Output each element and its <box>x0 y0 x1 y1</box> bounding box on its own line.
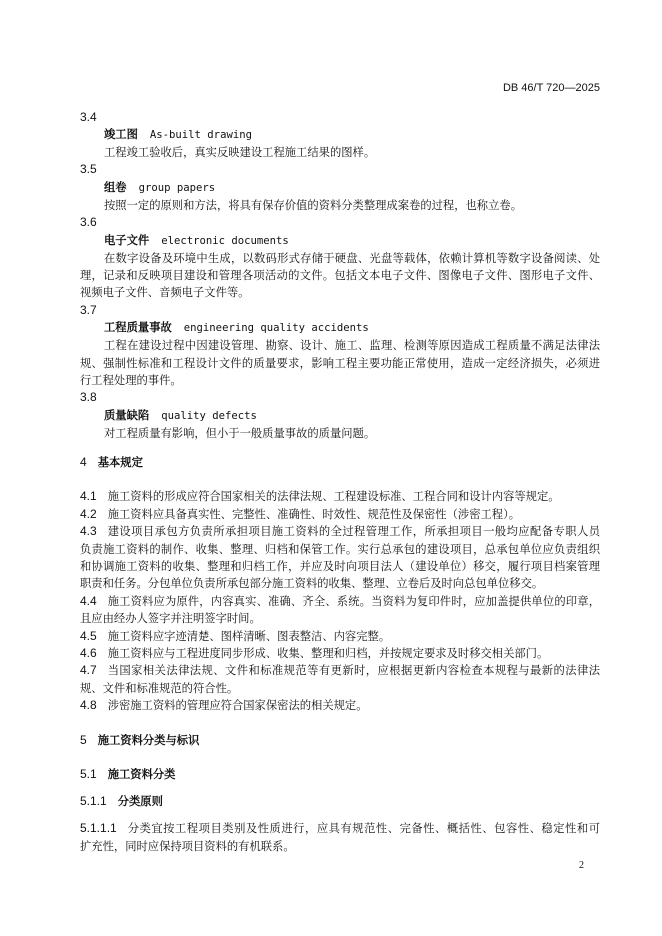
definition-line: 规、强制性标准和工程设计文件的质量要求，影响工程主要功能正常使用，造成一定经济损失，必须进 <box>80 356 600 370</box>
term-number: 3.7 <box>80 302 97 317</box>
clause-number: 4.7 <box>80 663 97 678</box>
section-number: 5 <box>80 733 87 748</box>
clause-first-line <box>80 506 600 523</box>
subsection-number: 5.1 <box>80 767 97 782</box>
clause-text: 施工资料应与工程进度同步形成、收集、整理和归档，并按规定要求及时移交相关部门。 <box>107 646 549 660</box>
clause-4-5 <box>80 628 600 645</box>
clause-text: 施工资料的形成应符合国家相关的法律法规、工程建设标准、工程合同和设计内容等规定。 <box>107 490 560 504</box>
section-title: 基本规定 <box>97 456 143 470</box>
clause-4-1 <box>80 488 600 505</box>
definition-line: 工程竣工验收后，真实反映建设工程施工结果的图样。 <box>104 146 376 160</box>
subsection-title: 分类原则 <box>117 795 163 809</box>
term-number: 3.6 <box>80 215 97 230</box>
clause-first-line <box>80 488 600 505</box>
section-4-heading <box>80 454 600 471</box>
page-number: 2 <box>579 860 584 871</box>
standard-code-header: DB 46/T 720—2025 <box>502 82 600 94</box>
clause-first-line <box>80 628 600 645</box>
term-english: As-built drawing <box>149 128 252 141</box>
clause-paragraph <box>80 820 600 855</box>
term-number: 3.8 <box>80 390 97 405</box>
clause-first-line <box>80 662 600 679</box>
definition-line: 对工程质量有影响，但小于一般质量事故的质量问题。 <box>104 426 376 440</box>
clause-4-4 <box>80 593 600 628</box>
subsection-number: 5.1.1 <box>80 794 107 809</box>
clause-text: 施工资料应为原件，内容真实、准确、齐全、系统。当资料为复印件时，应加盖提供单位的印章， <box>107 594 600 608</box>
term-chinese: 电子文件 <box>104 233 150 247</box>
clause-number: 5.1.1.1 <box>80 821 117 836</box>
clause-4-8 <box>80 697 600 714</box>
clause-first-line <box>80 645 600 662</box>
clause-text: 施工资料应具备真实性、完整性、准确性、时效性、规范性及保密性（涉密工程）。 <box>107 507 521 521</box>
term-definition <box>80 250 600 302</box>
clause-line: 职责和任务。分包单位负责所承包部分施工资料的收集、整理、立卷后及时向总包单位移交。 <box>80 577 544 591</box>
clause-text: 当国家相关法律法规、文件和标准规范等有更新时，应根据更新内容检查本规程与最新的法律法 <box>107 664 600 678</box>
term-chinese: 竣工图 <box>104 127 138 141</box>
clause-number: 4.8 <box>80 698 97 713</box>
definition-line: 视频电子文件、音频电子文件等。 <box>80 286 250 300</box>
term-title <box>80 407 600 425</box>
clause-number: 4.4 <box>80 593 97 608</box>
term-title <box>80 232 600 250</box>
clause-first-line <box>80 593 600 610</box>
term-english: electronic documents <box>161 234 289 247</box>
definition-line: 行工程处理的事件。 <box>80 373 182 387</box>
term-number: 3.5 <box>80 162 97 177</box>
subsection-title: 施工资料分类 <box>107 768 176 782</box>
clause-number: 4.3 <box>80 524 97 539</box>
term-number: 3.4 <box>80 109 97 124</box>
subsection-5-1-1-heading <box>80 793 600 810</box>
clause-line: 规、文件和标准规范的符合性。 <box>80 681 239 695</box>
section-title: 施工资料分类与标识 <box>97 734 200 748</box>
clause-4-6 <box>80 645 600 662</box>
clause-line: 且应由经办人签字并注明签字时间。 <box>80 612 261 626</box>
definition-line: 工程在建设过程中因建设管理、勘察、设计、施工、监理、检测等原因造成工程质量不满足法律法 <box>104 339 600 353</box>
definition-line: 理，记录和反映项目建设和管理各项活动的文件。包括文本电子文件、图像电子文件、图形电子文件、 <box>80 269 600 283</box>
clause-first-line <box>80 697 600 714</box>
term-definition <box>80 425 600 442</box>
term-chinese: 组卷 <box>104 180 127 194</box>
clause-first-line <box>80 820 600 837</box>
clause-number: 4.6 <box>80 645 97 660</box>
term-title <box>80 179 600 197</box>
clause-4-2 <box>80 506 600 523</box>
term-english: engineering quality accidents <box>183 322 369 335</box>
term-title <box>80 319 600 337</box>
term-english: group papers <box>138 181 216 194</box>
section-number: 4 <box>80 455 87 470</box>
term-chinese: 质量缺陷 <box>104 408 150 422</box>
clause-number: 4.1 <box>80 489 97 504</box>
clause-number: 4.5 <box>80 628 97 643</box>
clause-text: 涉密施工资料的管理应符合国家保密法的相关规定。 <box>107 699 368 713</box>
term-english: quality defects <box>161 409 257 422</box>
clause-number: 4.2 <box>80 506 97 521</box>
clause-4-7 <box>80 662 600 697</box>
clause-line: 负责施工资料的制作、收集、整理、归档和保管工作。实行总承包的建设项目，总承包单位应负责组织 <box>80 542 600 556</box>
term-definition <box>80 337 600 389</box>
clause-text: 分类宜按工程项目类别及性质进行，应具有规范性、完备性、概括性、包容性、稳定性和可 <box>127 822 600 836</box>
clause-text: 施工资料应字迹清楚、图样清晰、图表整洁、内容完整。 <box>107 629 391 643</box>
clause-text: 建设项目承包方负责所承担项目施工资料的全过程管理工作，所承担项目一般均应配备专职人员 <box>107 525 600 539</box>
subsection-5-1-heading <box>80 766 600 783</box>
definition-line: 在数字设备及环境中生成，以数码形式存储于硬盘、光盘等载体，依赖计算机等数字设备阅读、处 <box>104 251 600 265</box>
term-chinese: 工程质量事故 <box>104 321 172 335</box>
clause-line: 扩充性，同时应保持项目资料的有机联系。 <box>80 839 295 853</box>
term-definition <box>80 144 600 161</box>
term-title <box>80 126 600 144</box>
terms-section <box>80 109 600 443</box>
term-definition <box>80 197 600 214</box>
clause-first-line <box>80 523 600 540</box>
definition-line: 按照一定的原则和方法，将具有保存价值的资料分类整理成案卷的过程，也称立卷。 <box>104 198 522 212</box>
clause-line: 和协调施工资料的收集、整理和归档工作，并应及时向项目法人（建设单位）移交，履行项目档案管理 <box>80 559 600 573</box>
section-4-clauses <box>80 488 600 714</box>
section-5-heading <box>80 732 600 749</box>
clause-4-3 <box>80 523 600 593</box>
clause-5-1-1-1 <box>80 820 600 855</box>
